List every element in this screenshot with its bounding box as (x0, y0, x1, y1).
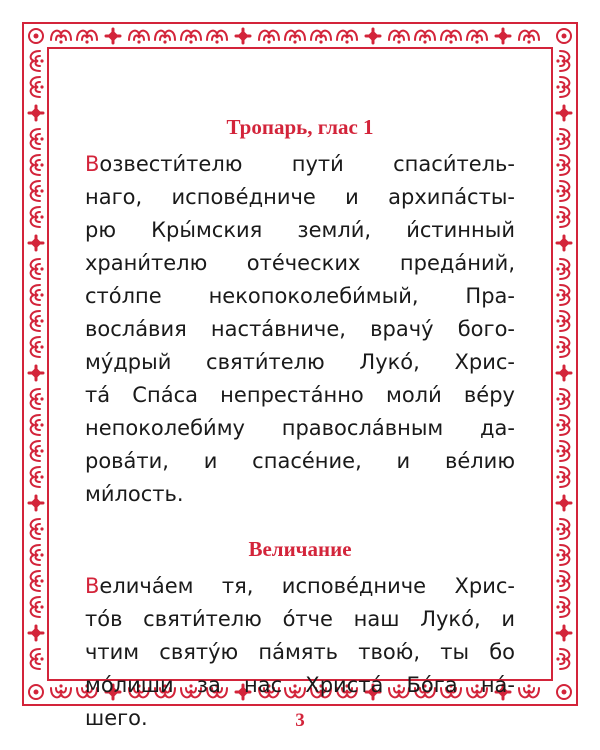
troparion-line: рова́ти, и спасе́ние, и ве́лию (85, 449, 515, 473)
troparion-initial: В (85, 152, 100, 176)
troparion-text (85, 148, 515, 511)
troparion-line: храни́телю оте́ческих преда́ний, (85, 251, 515, 275)
magnification-initial: В (85, 574, 100, 598)
magnification-line: Велича́ем тя, испове́дниче Хрис- (85, 574, 515, 598)
troparion-line: та́ Спа́са непреста́нно моли́ ве́ру (85, 383, 515, 407)
troparion-line: му́дрый святи́телю Луко́, Хрис- (85, 350, 515, 374)
magnification-title: Величание (248, 537, 352, 561)
magnification-line: то́в святи́телю о́тче наш Луко́, и (85, 607, 515, 631)
magnification-line: шего. (85, 706, 148, 730)
troparion-line: наго, испове́дниче и архипа́сты- (85, 185, 515, 209)
magnification-line: мо́лиши за нас Христа́ Бо́га на́- (85, 673, 515, 697)
troparion-line: непоколеби́му правосла́вным да- (85, 416, 515, 440)
magnification-line: чтим святу́ю па́мять твою́, ты бо (85, 640, 515, 664)
page-number: 3 (295, 710, 305, 731)
troparion-line: ми́лость. (85, 482, 184, 506)
troparion-line: Возвести́телю пути́ спаси́тель- (85, 152, 515, 176)
troparion-line: сто́лпе некопоколеби́мый, Пра- (85, 284, 515, 308)
troparion-line: рю Кры́мския земли́, и́стинный (85, 218, 515, 242)
troparion-line: восла́вия наста́вниче, врачу́ бого- (85, 317, 515, 341)
troparion-title: Тропарь, глас 1 (226, 115, 374, 139)
page-content (85, 115, 515, 735)
